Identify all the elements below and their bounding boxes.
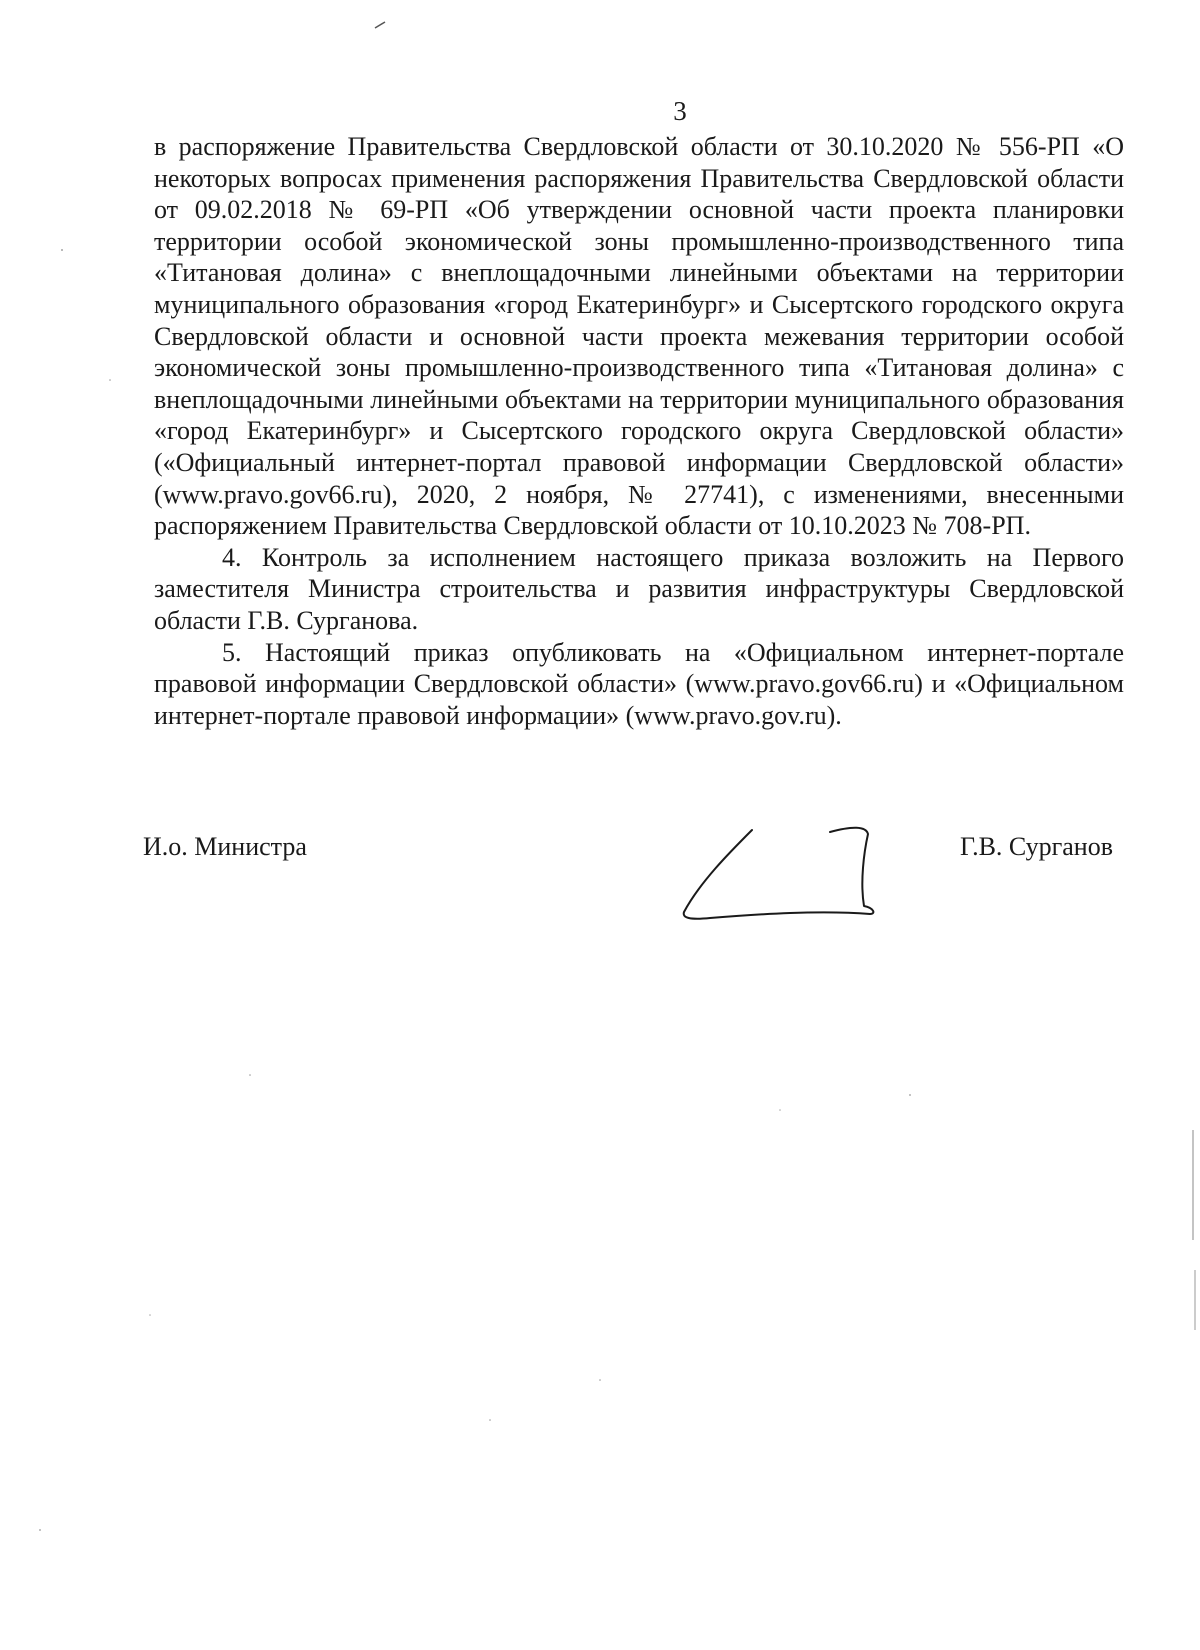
paragraph-amendment-continuation: в распоряжение Правительства Свердловской области от 30.10.2020 № 556-РП «О некоторых вопросах применения распоряжения Правительства Свердловской области от 09.02.2018 № 69-РП «Об утверждении основной части проекта планировки территории особой экономической зоны промышленно-производственного типа «Титановая долина» с внеплощадочными линейными объектами на территории муниципального образования «город Екатеринбург» и Сысертского городского округа Свердловской области и основной части проекта межевания территории особой экономической зоны промышленно-производственного типа «Титановая долина» с внеплощадочными линейными объектами на территории муниципального образования «город Екатеринбург» и Сысертского городского округа Свердловской области» («Официальный интернет-портал правовой информации Свердловской области» (www.pravo.gov66.ru), 2020, 2 ноября, № 27741), с изменениями, внесенными распоряжением Правительства Свердловской области от 10.10.2023 № 708-РП. (154, 132, 1124, 541)
signer-position: И.о. Министра (143, 832, 307, 861)
signer-name: Г.В. Сурганов (959, 832, 1113, 861)
paragraph-4-control: 4. Контроль за исполнением настоящего приказа возложить на Первого заместителя Министра строительства и развития инфраструктуры Свердловской области Г.В. Сурганова. (154, 542, 1124, 635)
paragraph-5-publication: 5. Настоящий приказ опубликовать на «Официальном интернет-портале правовой информации Свердловской области» (www.pravo.gov66.ru) и «Официальном интернет-портале правовой информации» (www.pravo.gov.ru). (154, 637, 1124, 730)
page-number: 3 (673, 96, 687, 126)
